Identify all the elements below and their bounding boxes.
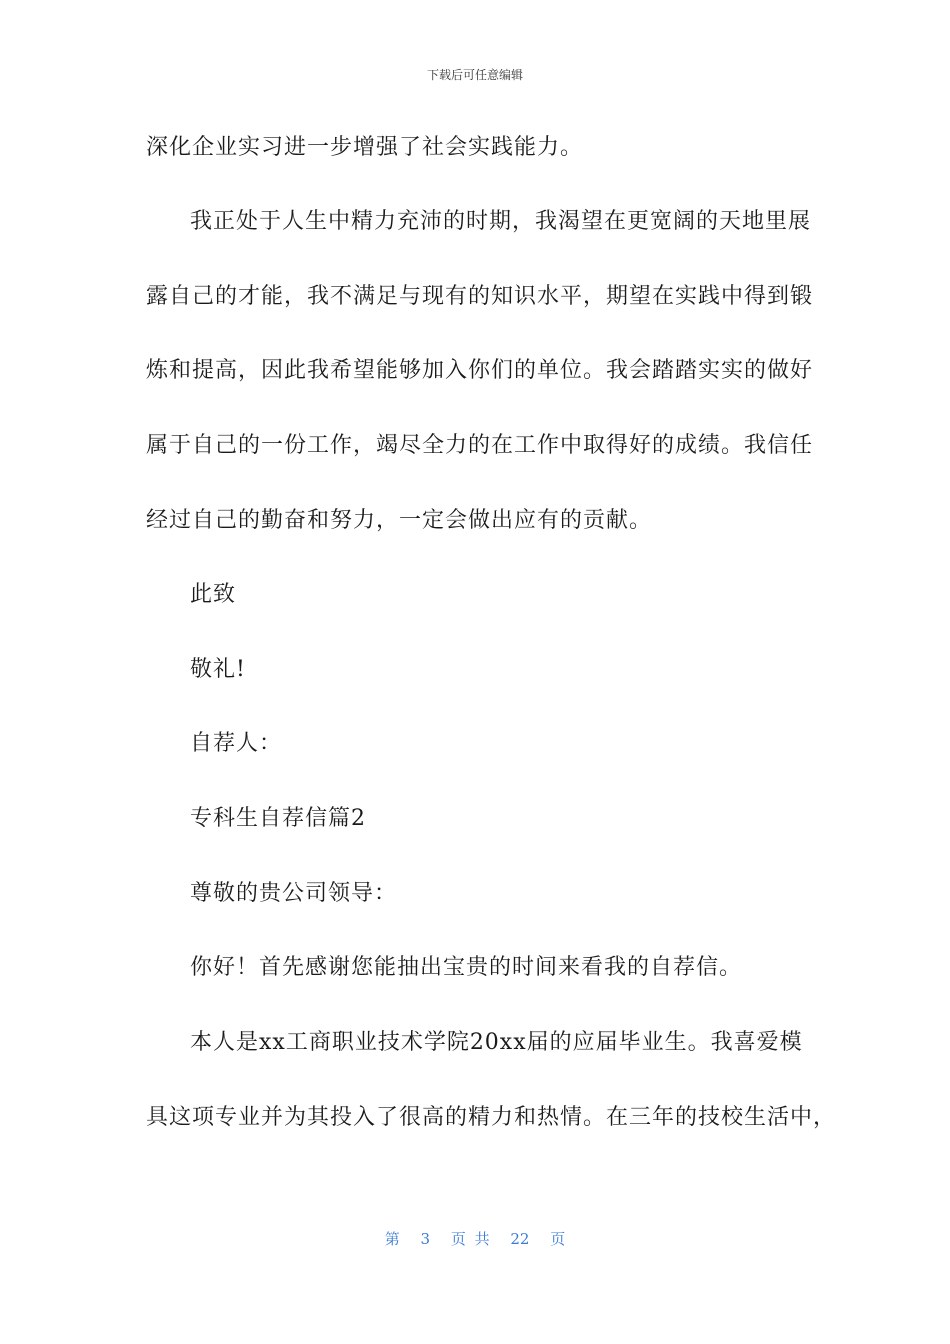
- body-line: 属于自己的一份工作，竭尽全力的在工作中取得好的成绩。我信任: [146, 433, 814, 458]
- total-pages: 22: [510, 1230, 530, 1248]
- signature-line: 自荐人：: [190, 731, 283, 756]
- closing-line: 此致: [190, 582, 237, 607]
- page-suffix: 页: [550, 1230, 566, 1248]
- page-of-label: 页 共: [450, 1230, 490, 1248]
- body-line: 深化企业实习进一步增强了社会实践能力。: [146, 135, 584, 160]
- header-note: 下载后可任意编辑: [426, 68, 523, 82]
- page-footer: [0, 1228, 950, 1249]
- body-line: 具这项专业并为其投入了很高的精力和热情。在三年的技校生活中，: [146, 1105, 837, 1130]
- section-title: 专科生自荐信篇2: [190, 806, 366, 831]
- page-label: 第: [384, 1230, 400, 1248]
- page-number: 3: [420, 1230, 431, 1248]
- body-line: 经过自己的勤奋和努力，一定会做出应有的贡献。: [146, 508, 653, 533]
- greeting-line: 尊敬的贵公司领导：: [190, 881, 398, 906]
- body-line: 炼和提高，因此我希望能够加入你们的单位。我会踏踏实实的做好: [146, 358, 814, 383]
- body-line: 你好！首先感谢您能抽出宝贵的时间来看我的自荐信。: [190, 955, 743, 980]
- salutation-line: 敬礼!: [190, 657, 246, 682]
- body-line: 露自己的才能，我不满足与现有的知识水平，期望在实践中得到锻: [146, 284, 814, 309]
- body-line: 我正处于人生中精力充沛的时期，我渴望在更宽阔的天地里展: [190, 209, 812, 234]
- body-line: 本人是xx工商职业技术学院20xx届的应届毕业生。我喜爱模: [190, 1030, 803, 1055]
